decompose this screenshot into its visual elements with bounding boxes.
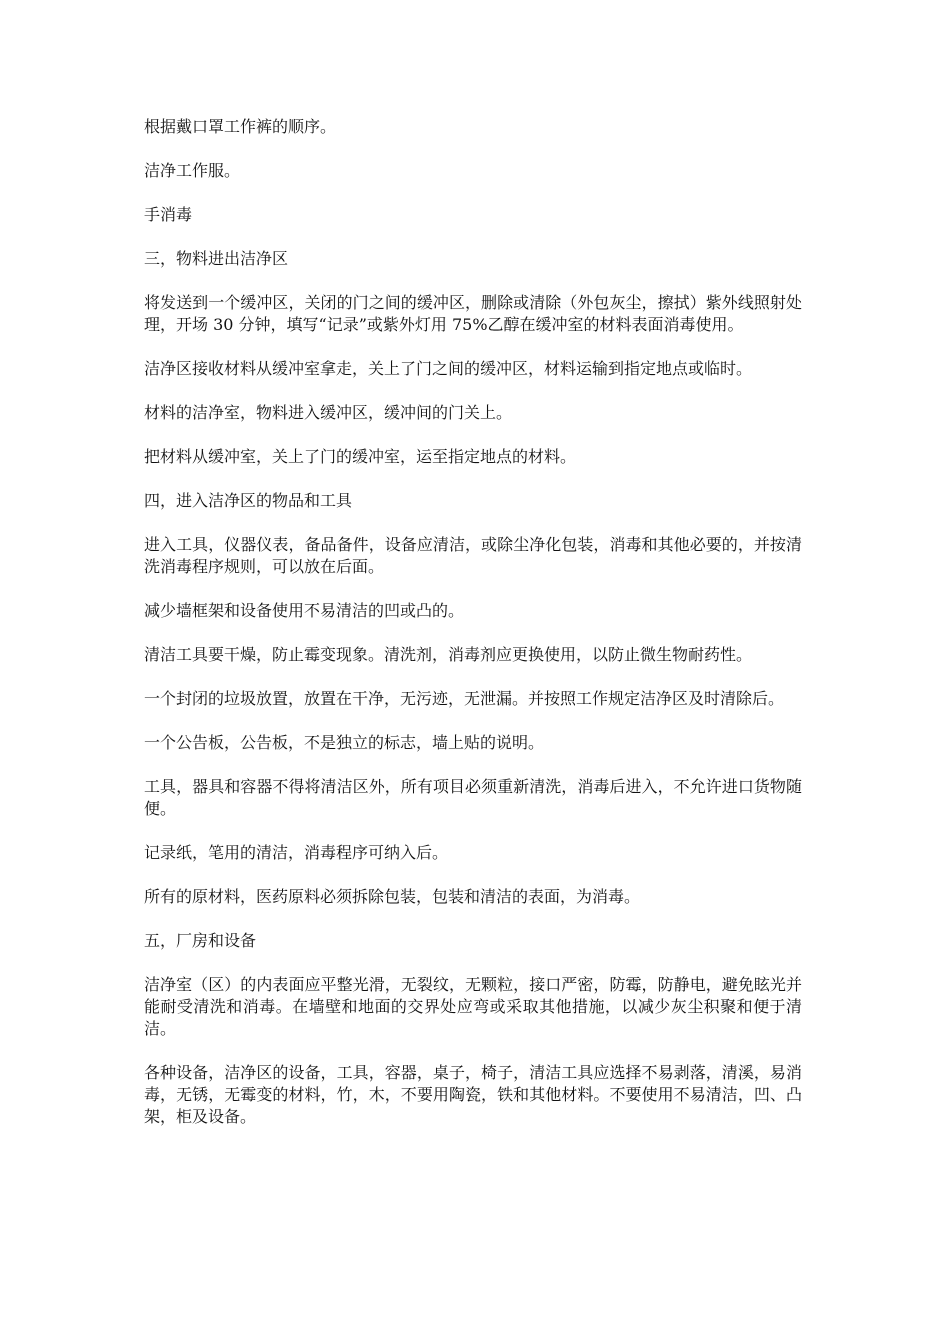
- paragraph-material-cleanroom: 材料的洁净室，物料进入缓冲区，缓冲间的门关上。: [144, 403, 513, 422]
- document-body: [144, 116, 802, 1150]
- paragraph-receive-materials: 洁净区接收材料从缓冲室拿走，关上了门之间的缓冲区，材料运输到指定地点或临时。: [144, 359, 753, 378]
- paragraph-buffer-zone: 将发送到一个缓冲区，关闭的门之间的缓冲区，删除或清除（外包灰尘，擦拭）紫外线照射处理，开场 30 分钟，填写“记录”或紫外灯用 75%乙醇在缓冲室的材料表面消毒使用。: [144, 293, 802, 334]
- paragraph-enter-tools: 进入工具，仪器仪表，备品备件，设备应清洁，或除尘净化包装，消毒和其他必要的，并按清洗消毒程序规则，可以放在后面。: [144, 535, 802, 576]
- paragraph-notice-board: 一个公告板，公告板，不是独立的标志，墙上贴的说明。: [144, 733, 545, 752]
- paragraph-paper-pens: 记录纸，笔用的清洁，消毒程序可纳入后。: [144, 843, 449, 862]
- paragraph-hand-disinfection: 手消毒: [144, 205, 193, 224]
- paragraph-waste: 一个封闭的垃圾放置，放置在干净，无污迹，无泄漏。并按照工作规定洁净区及时清除后。: [144, 689, 785, 708]
- paragraph-cleaning-tools: 清洁工具要干燥，防止霉变现象。清洗剂，消毒剂应更换使用，以防止微生物耐药性。: [144, 645, 753, 664]
- paragraph-equipment-materials: 各种设备，洁净区的设备，工具，容器，桌子，椅子，清洁工具应选择不易剥落，清溪，易消毒，无锈，无霉变的材料，竹，木，不要用陶瓷，铁和其他材料。不要使用不易清洁，凹、凸架，柜及设备。: [144, 1063, 802, 1126]
- paragraph-interior-surfaces: 洁净室（区）的内表面应平整光滑，无裂纹，无颗粒，接口严密，防霉，防静电，避免眩光并能耐受清洗和消毒。在墙壁和地面的交界处应弯或采取其他措施，以减少灰尘积聚和便于清洁。: [144, 975, 802, 1038]
- section-heading-items-tools: 四，进入洁净区的物品和工具: [144, 491, 353, 510]
- paragraph-transport-materials: 把材料从缓冲室，关上了门的缓冲室，运至指定地点的材料。: [144, 447, 577, 466]
- section-heading-facilities: 五，厂房和设备: [144, 931, 257, 950]
- paragraph-reduce-frames: 减少墙框架和设备使用不易清洁的凹或凸的。: [144, 601, 465, 620]
- paragraph-mask-order: 根据戴口罩工作裤的顺序。: [144, 117, 337, 136]
- paragraph-clean-workwear: 洁净工作服。: [144, 161, 241, 180]
- paragraph-raw-materials: 所有的原材料，医药原料必须拆除包装，包装和清洁的表面，为消毒。: [144, 887, 641, 906]
- paragraph-tools-containers: 工具，器具和容器不得将清洁区外，所有项目必须重新清洗，消毒后进入，不允许进口货物随便。: [144, 777, 802, 818]
- section-heading-materials: 三，物料进出洁净区: [144, 249, 289, 268]
